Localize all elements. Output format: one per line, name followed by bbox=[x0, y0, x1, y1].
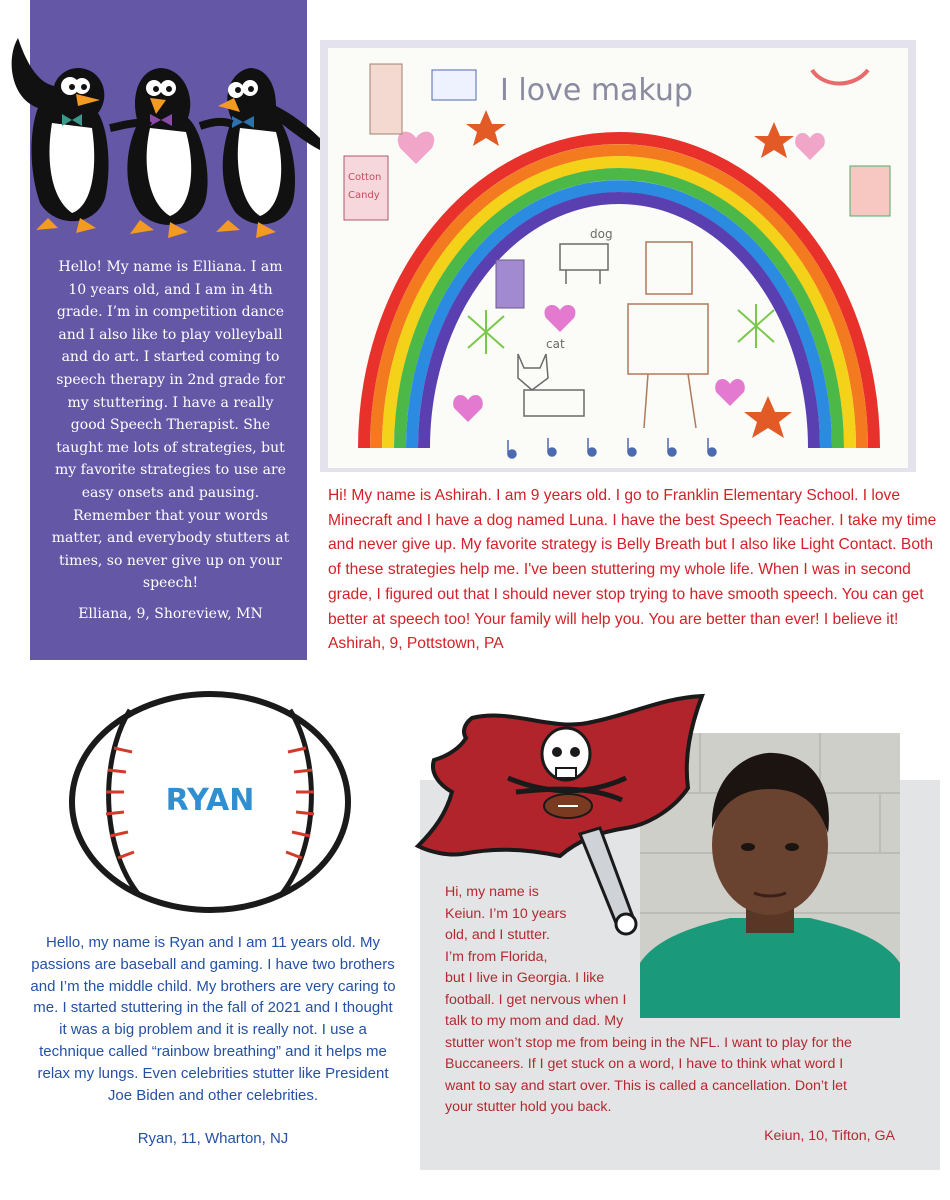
heart-icon bbox=[453, 395, 483, 422]
penguin-middle bbox=[110, 68, 208, 238]
star-icon bbox=[466, 110, 506, 146]
star-icon bbox=[744, 396, 792, 438]
cotton-candy-label: Candy bbox=[348, 190, 380, 201]
keiun-story-line: Buccaneers. If I get stuck on a word, I have to think what word I bbox=[445, 1056, 844, 1072]
penguin-left bbox=[12, 38, 109, 233]
keiun-story-block bbox=[445, 882, 905, 1119]
keiun-story-line: football. I get nervous when I bbox=[445, 991, 627, 1008]
ashirah-signature: Ashirah, 9, Pottstown, PA bbox=[328, 635, 504, 653]
heart-icon bbox=[398, 132, 434, 164]
keiun-story-line: I’m from Florida, bbox=[445, 948, 548, 965]
baseball-drawing bbox=[60, 688, 360, 916]
keiun-story-line: old, and I stutter. bbox=[445, 927, 550, 943]
star-icon bbox=[754, 122, 794, 158]
music-notes bbox=[508, 438, 716, 458]
baseball-label: RYAN bbox=[165, 783, 255, 818]
cat-drawing bbox=[518, 354, 584, 416]
heart-icon bbox=[795, 133, 825, 160]
person-drawing bbox=[628, 242, 708, 428]
cake-drawing bbox=[850, 166, 890, 216]
elliana-story: Hello! My name is Elliana. I am 10 years old, and I am in 4th grade. I’m in competition dance and I also like to play volleyball and do art. I started coming to speech therapy in 2nd grade for my stuttering. I have a really good Speech Therapist. She taught me lots of strategies, but my favorite strategies to use are easy onsets and pausing. Remember that your words matter, and everybody stutters at times, so never give up on your speech! bbox=[51, 259, 290, 592]
penguin-right bbox=[200, 68, 336, 238]
dog-drawing bbox=[560, 244, 608, 284]
keiun-signature: Keiun, 10, Tifton, GA bbox=[764, 1128, 895, 1144]
keiun-story-line: Hi, my name is bbox=[445, 884, 539, 900]
ryan-signature: Ryan, 11, Wharton, NJ bbox=[137, 1130, 289, 1148]
elliana-signature: Elliana, 9, Shoreview, MN bbox=[78, 605, 263, 622]
ashirah-story: Hi! My name is Ashirah. I am 9 years old. I go to Franklin Elementary School. I love Minecraft and I have a dog named Luna. I have the best Speech Teacher. I take my time and never give up. My favorite strategy is Belly Breath but I also like Light Contact. Both of these strategies help me. I've been stuttering my whole life. When I was in second grade, I figured out that I should never stop trying to have smooth speech. You can get better at speech too! Your family will help you. You are better than ever! I believe it! bbox=[328, 487, 937, 628]
ryan-story: Hello, my name is Ryan and I am 11 years old. My passions are baseball and gaming. I have two brothers and I’m the middle child. My brothers are very caring to me. I started stuttering in the fall of 2021 and I thought it was a big problem and it is really not. I use a technique called “rainbow breathing” and it helps me relax my lungs. Even celebrities stutter like President Joe Biden and other celebrities. bbox=[30, 934, 396, 1104]
ashirah-story-block bbox=[328, 484, 938, 657]
keiun-story-line: stutter won’t stop me from being in the NFL. I want to play for the bbox=[445, 1034, 852, 1051]
makeup-drawing bbox=[812, 70, 868, 84]
ashirah-rainbow-drawing bbox=[328, 48, 908, 468]
dress-drawing bbox=[370, 64, 402, 134]
penguins-illustration bbox=[0, 28, 340, 243]
keiun-story-line: but I live in Georgia. I like bbox=[445, 970, 605, 986]
sparkle-icon bbox=[468, 304, 774, 354]
keiun-story-line: Keiun. I’m 10 years bbox=[445, 905, 567, 922]
rainbow bbox=[364, 138, 874, 448]
ryan-story-block bbox=[28, 932, 398, 1150]
tv-drawing bbox=[432, 70, 476, 100]
heart-icon bbox=[545, 305, 576, 332]
dog-label: dog bbox=[590, 227, 613, 241]
heart-icon bbox=[715, 379, 745, 406]
cotton-candy-box bbox=[344, 156, 388, 220]
drawing-title: I love makup bbox=[500, 73, 693, 108]
elliana-story-block bbox=[48, 256, 293, 626]
cat-label: cat bbox=[546, 337, 565, 351]
keiun-story-line: talk to my mom and dad. My bbox=[445, 1013, 624, 1029]
shirt-drawing bbox=[496, 260, 524, 308]
keiun-story-line: your stutter hold you back. bbox=[445, 1099, 612, 1115]
cotton-candy-label: Cotton bbox=[348, 172, 382, 183]
keiun-story-line: want to say and start over. This is called a cancellation. Don’t let bbox=[445, 1077, 847, 1094]
